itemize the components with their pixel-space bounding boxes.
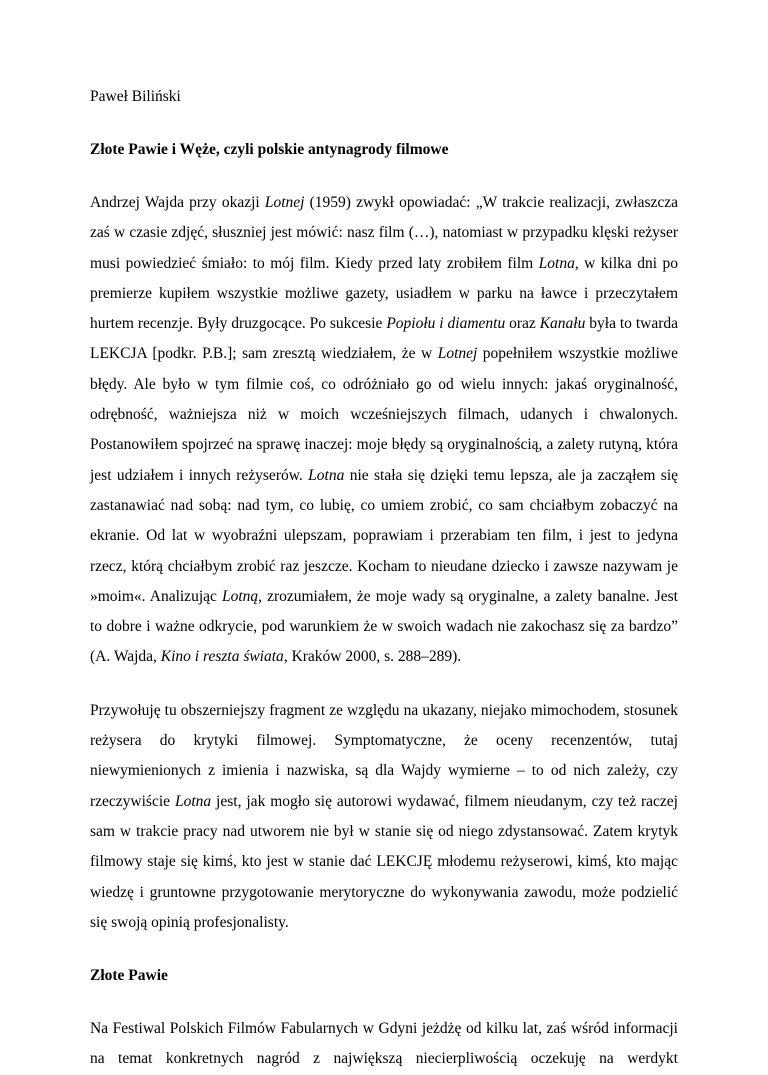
section-heading: Złote Pawie — [90, 967, 168, 985]
italic-title-run: Kino i reszta świata — [160, 648, 284, 666]
italic-title-run: Kanału — [539, 315, 586, 333]
text-run: , Kraków 2000, s. 288–289). — [283, 648, 462, 666]
text-run: nie stała się dzięki temu lepsza, ale ja zacząłem się zastanawiać nad sobą: nad tym, co lubię, co umiem zrobić, co sam chciałbym zobaczyć na ekranie. Od lat w wyobraźni ulepszam, poprawiam i przerabiam ten film, i jest to jedyna rzecz, którą chciałbym zrobić raz jeszcze. Kocham to nieudane dziecko i zawsze nazywam je »moim«. Analizując — [90, 466, 678, 605]
paragraph-festival: Na Festiwal Polskich Filmów Fabularnych w Gdyni jeżdżę od kilku lat, zaś wśród informacji na temat konkretnych nagród z największą niecierpliwością oczekuję na werdykt — [90, 1020, 678, 1068]
paragraph-wajda-quote — [90, 188, 678, 673]
italic-title-run: Lotna — [308, 466, 345, 484]
text-run: była to twarda LEKCJA [podkr. P.B.]; sam zresztą wiedziałem, że w — [90, 315, 678, 363]
italic-title-run: Lotna — [174, 792, 212, 810]
text-run: , w kilka dni po premierze kupiłem wszystkie możliwe gazety, usiadłem w parku na ławce i przeczytałem hurtem recenzje. Były druzgocące. Po sukcesie — [90, 254, 678, 333]
italic-title-run: Lotna — [538, 254, 575, 272]
text-run: jest, jak mogło się autorowi wydawać, filmem nieudanym, czy też raczej sam w trakcie pracy nad utworem nie był w stanie się od niego zdystansować. Zatem krytyk filmowy staje się kimś, kto jest w stanie dać LEKCJĘ młodemu reżyserowi, kimś, kto mając wiedzę i gruntowne przygotowanie merytoryczne do wykonywania zawodu, może podzielić się swoją opinią profesjonalisty. — [90, 792, 678, 931]
italic-title-run: Lotną — [221, 587, 259, 605]
italic-title-run: Lotnej — [437, 345, 478, 363]
author-name: Paweł Biliński — [90, 88, 181, 105]
italic-title-run: Lotnej — [264, 194, 305, 211]
text-run: oraz — [505, 315, 540, 333]
text-run: popełniłem wszystkie możliwe błędy. Ale było w tym filmie coś, co odróżniało go od wielu innych: jakaś oryginalność, odrębność, ważniejsza niż w moich wcześniejszych filmach, udanych i chwalonych. Postanowiłem spojrzeć na sprawę inaczej: moje błędy są oryginalnością, a zalety rutyną, która jest udziałem i innych reżyserów. — [90, 345, 678, 484]
article-title: Złote Pawie i Węże, czyli polskie antynagrody filmowe — [90, 141, 449, 158]
text-run: , zrozumiałem, że moje wady są oryginalne, a zalety banalne. Jest to dobre i ważne odkrycie, pod warunkiem że w swoich wadach nie zakochasz się za bardzo” (A. Wajda, — [90, 587, 678, 666]
paragraph-commentary — [90, 696, 678, 938]
text-run: Przywołuję tu obszerniejszy fragment ze względu na ukazany, niejako mimochodem, stosunek reżysera do krytyki filmowej. Symptomatyczne, że oceny recenzentów, tutaj niewymienionych z imienia i nazwiska, są dla Wajdy wymierne – to od nich zależy, czy rzeczywiście — [90, 701, 678, 810]
italic-title-run: Popiołu i diamentu — [386, 315, 506, 333]
text-run: (1959) zwykł opowiadać: „W trakcie realizacji, zwłaszcza zaś w czasie zdjęć, słuszniej jest mówić: nasz film (…), natomiast w przypadku klęski reżyser musi powiedzieć śmiało: to mój film. Kiedy przed laty zrobiłem film — [90, 194, 678, 272]
text-run: Andrzej Wajda przy okazji — [90, 194, 265, 211]
